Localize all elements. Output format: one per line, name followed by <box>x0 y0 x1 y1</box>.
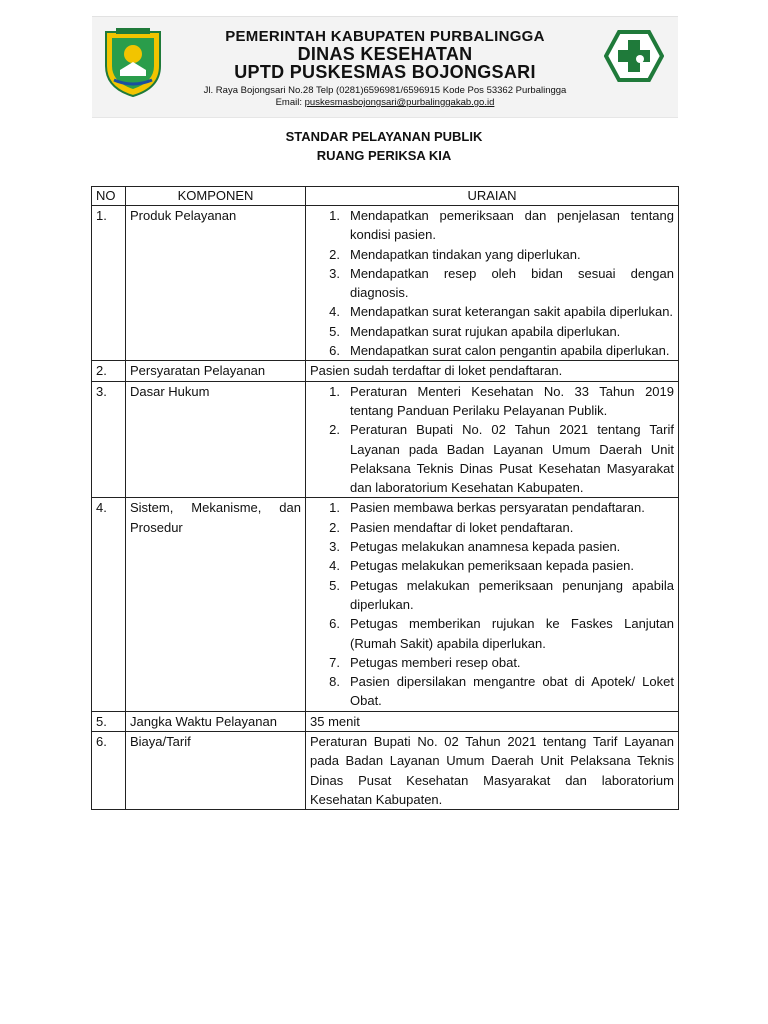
list-item <box>310 322 674 341</box>
list-item-text: Petugas memberikan rujukan ke Faskes Lanjutan (Rumah Sakit) apabila diperlukan. <box>350 616 674 651</box>
list-item-text: Peraturan Bupati No. 02 Tahun 2021 tentang Tarif Layanan pada Badan Layanan Umum Daerah Unit Pelaksana Teknis Dinas Pusat Kesehatan Masyarakat dan laboratorium Kesehatan Kabupaten. <box>350 422 674 496</box>
list-item <box>310 420 674 497</box>
table-row <box>92 381 679 498</box>
row-description: Pasien sudah terdaftar di loket pendaftaran. <box>306 361 679 381</box>
row-component: Produk Pelayanan <box>126 206 306 361</box>
list-item-text: Pasien dipersilakan mengantre obat di Apotek/ Loket Obat. <box>350 674 674 709</box>
list-item <box>310 653 674 672</box>
list-item-text: Mendapatkan surat calon pengantin apabila diperlukan. <box>350 343 670 359</box>
list-item <box>310 206 674 245</box>
agency-name: DINAS KESEHATAN <box>297 44 473 64</box>
list-item-number: 6. <box>329 616 340 632</box>
row-description: Peraturan Bupati No. 02 Tahun 2021 tentang Tarif Layanan pada Badan Layanan Umum Daerah Unit Pelaksana Teknis Dinas Pusat Kesehatan Masyarakat dan laboratorium Kesehatan Kabupaten. <box>306 732 679 810</box>
header-no: NO <box>92 187 126 206</box>
list-item <box>310 341 674 360</box>
list-item-text: Peraturan Menteri Kesehatan No. 33 Tahun 2019 tentang Panduan Perilaku Pelayanan Publik. <box>350 383 674 418</box>
row-component: Persyaratan Pelayanan <box>126 361 306 381</box>
list-item-number: 4. <box>329 558 340 574</box>
list-item-number: 1. <box>329 500 340 516</box>
list-item-number: 7. <box>329 654 340 670</box>
list-item-text: Pasien membawa berkas persyaratan pendaftaran. <box>350 500 645 516</box>
row-component: Jangka Waktu Pelayanan <box>126 711 306 731</box>
header-description: URAIAN <box>306 187 679 206</box>
row-number: 2. <box>92 361 126 381</box>
row-component: Biaya/Tarif <box>126 732 306 810</box>
list-item-number: 2. <box>329 246 340 262</box>
table-row <box>92 711 679 731</box>
regency-shield-emblem-icon <box>100 26 166 98</box>
list-item-text: Pasien mendaftar di loket pendaftaran. <box>350 519 574 535</box>
list-item-text: Mendapatkan resep oleh bidan sesuai dengan diagnosis. <box>350 265 674 301</box>
list-item <box>310 498 674 517</box>
row-number: 1. <box>92 206 126 361</box>
list-item <box>310 537 674 556</box>
list-item-text: Mendapatkan surat keterangan sakit apabila diperlukan. <box>350 304 674 320</box>
government-name: PEMERINTAH KABUPATEN PURBALINGGA <box>225 28 545 45</box>
row-number: 5. <box>92 711 126 731</box>
list-item-text: Mendapatkan tindakan yang diperlukan. <box>350 246 581 262</box>
list-item-number: 3. <box>329 265 340 281</box>
row-component: Dasar Hukum <box>126 381 306 498</box>
list-item-number: 2. <box>329 519 340 535</box>
description-list <box>310 498 674 710</box>
list-item <box>310 264 674 303</box>
description-list <box>310 206 674 360</box>
document-subtitle: RUANG PERIKSA KIA <box>316 148 452 163</box>
list-item-text: Petugas melakukan pemeriksaan penunjang apabila diperlukan. <box>350 577 674 612</box>
list-item-text: Mendapatkan pemeriksaan dan penjelasan tentang kondisi pasien. <box>350 208 674 243</box>
table-row <box>92 206 679 361</box>
email-line <box>175 97 595 109</box>
list-item-number: 1. <box>329 383 340 399</box>
header-component: KOMPONEN <box>126 187 306 206</box>
list-item-number: 1. <box>329 208 340 223</box>
list-item-number: 8. <box>329 674 340 690</box>
list-item <box>310 245 674 264</box>
puskesmas-green-cross-icon <box>604 30 664 82</box>
table-header-row <box>92 187 679 206</box>
list-item-text: Petugas melakukan anamnesa kepada pasien. <box>350 539 621 555</box>
row-component: Sistem, Mekanisme, dan Prosedur <box>126 498 306 711</box>
list-item <box>310 576 674 615</box>
row-number: 3. <box>92 381 126 498</box>
description-list <box>310 382 674 498</box>
list-item-number: 6. <box>329 343 340 359</box>
row-description <box>306 206 679 361</box>
list-item <box>310 556 674 575</box>
list-item-number: 2. <box>329 422 340 438</box>
list-item-number: 4. <box>329 304 340 320</box>
list-item-text: Petugas melakukan pemeriksaan kepada pasien. <box>350 558 635 574</box>
list-item-text: Petugas memberi resep obat. <box>350 654 521 670</box>
list-item-number: 5. <box>329 577 340 593</box>
list-item-number: 3. <box>329 539 340 555</box>
row-number: 6. <box>92 732 126 810</box>
row-description: 35 menit <box>306 711 679 731</box>
list-item-text: Mendapatkan surat rujukan apabila diperlukan. <box>350 323 621 339</box>
list-item <box>310 614 674 653</box>
row-description <box>306 381 679 498</box>
list-item <box>310 302 674 321</box>
list-item <box>310 672 674 711</box>
email-link[interactable]: puskesmasbojongsari@purbalinggakab.go.id <box>304 97 495 108</box>
table-row <box>92 361 679 381</box>
document-title: STANDAR PELAYANAN PUBLIK <box>285 129 483 144</box>
row-description <box>306 498 679 711</box>
table-row <box>92 498 679 711</box>
list-item <box>310 382 674 421</box>
row-number: 4. <box>92 498 126 711</box>
table-row <box>92 732 679 810</box>
list-item-number: 5. <box>329 323 340 339</box>
list-item <box>310 518 674 537</box>
service-standard-table <box>91 186 679 810</box>
address-line: Jl. Raya Bojongsari No.28 Telp (0281)6596981/6596915 Kode Pos 53362 Purbalingga <box>203 85 567 96</box>
unit-name: UPTD PUSKESMAS BOJONGSARI <box>234 62 536 82</box>
letterhead <box>175 28 595 109</box>
email-label: Email: <box>275 97 305 108</box>
